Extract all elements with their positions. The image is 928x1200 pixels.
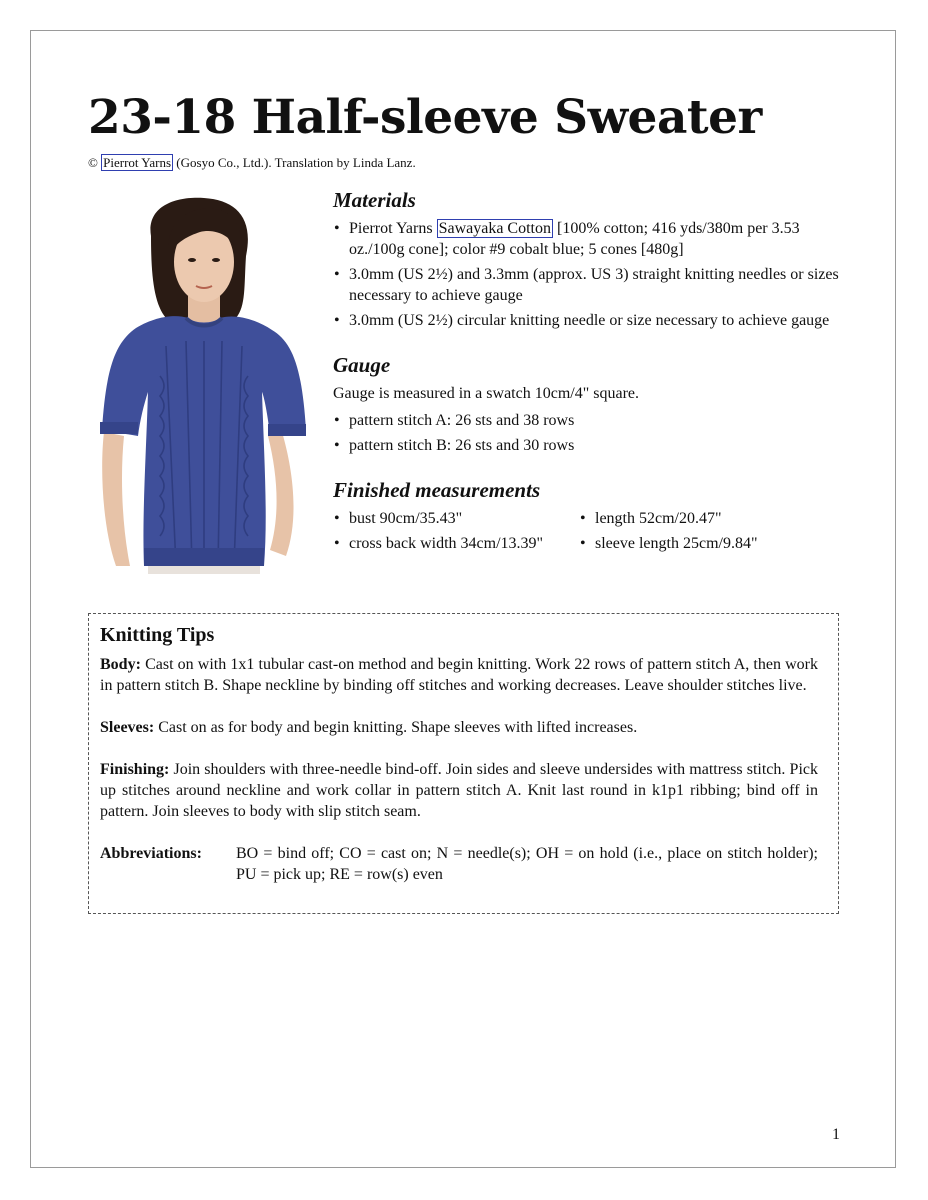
- tip-sleeves-text: Cast on as for body and begin knitting. Shape sleeves with lifted increases.: [158, 719, 638, 736]
- info-column: [333, 186, 843, 558]
- credit-text: (Gosyo Co., Ltd.). Translation by Linda Lanz.: [176, 155, 416, 170]
- materials-heading: Materials: [333, 188, 416, 212]
- tip-body-label: Body:: [100, 656, 141, 673]
- materials-list: [333, 218, 843, 331]
- measurement-item: • sleeve length 25cm/9.84": [579, 533, 825, 554]
- right-cuff: [268, 424, 306, 436]
- tip-sleeves: [100, 717, 818, 738]
- hem-ribbing: [144, 548, 264, 566]
- gauge-intro: Gauge is measured in a swatch 10cm/4" square.: [333, 385, 639, 402]
- left-arm: [102, 432, 130, 566]
- tip-finishing-label: Finishing:: [100, 761, 170, 778]
- pants: [148, 566, 260, 574]
- gauge-list: [333, 410, 843, 456]
- page-title: 23-18 Half-sleeve Sweater: [88, 90, 762, 145]
- finished-measurements-heading: Finished measurements: [333, 478, 541, 502]
- gauge-heading: Gauge: [333, 353, 391, 377]
- knitting-tips-box: [88, 613, 839, 914]
- abbreviations: [100, 843, 818, 885]
- abbreviations-label: Abbreviations:: [100, 845, 202, 862]
- materials-item-circular-needle: • 3.0mm (US 2½) circular knitting needle or size necessary to achieve gauge: [333, 310, 843, 331]
- gauge-item: • pattern stitch A: 26 sts and 38 rows: [333, 410, 843, 431]
- yarn-brand: Pierrot Yarns: [349, 220, 433, 237]
- sawayaka-cotton-link[interactable]: Sawayaka Cotton: [438, 220, 551, 237]
- tip-body: [100, 654, 818, 696]
- tip-finishing: [100, 759, 818, 822]
- materials-item-needles: • 3.0mm (US 2½) and 3.3mm (approx. US 3) straight knitting needles or sizes necessary to achieve gauge: [333, 264, 843, 306]
- tip-body-text: Cast on with 1x1 tubular cast-on method and begin knitting. Work 22 rows of pattern stitch A, then work in pattern stitch B. Shape neckline by binding off stitches and working decreases. Leave shoulder stitches live.: [100, 656, 819, 694]
- measurement-item: • bust 90cm/35.43": [333, 508, 579, 529]
- tip-sleeves-label: Sleeves:: [100, 719, 155, 736]
- copyright-symbol: ©: [88, 155, 98, 170]
- measurements-list: [333, 508, 843, 558]
- pierrot-yarns-link[interactable]: Pierrot Yarns: [103, 155, 172, 170]
- materials-item-yarn: [333, 218, 843, 260]
- knitting-tips-heading: Knitting Tips: [100, 624, 215, 646]
- abbreviations-text: BO = bind off; CO = cast on; N = needle(s); OH = on hold (i.e., place on stitch holder); PU = pick up; RE = row(s) even: [236, 845, 818, 883]
- sweater-photo: [96, 196, 312, 574]
- measurement-item: • cross back width 34cm/13.39": [333, 533, 579, 554]
- page-number: 1: [832, 1126, 840, 1143]
- gauge-item: • pattern stitch B: 26 sts and 30 rows: [333, 435, 843, 456]
- yarn-details: [100% cotton; 416 yds/380m per 3.53 oz./100g cone]; color #9 cobalt blue; 5 cones [480g]: [349, 220, 800, 258]
- right-arm: [268, 432, 294, 556]
- left-cuff: [100, 422, 138, 434]
- tip-finishing-text: Join shoulders with three-needle bind-off. Join sides and sleeve undersides with mattress stitch. Pick up stitches around neckline and work collar in pattern stitch A. Knit last round in k1p1 ribbing; bind off in pattern. Join sleeves to body with slip stitch seam.: [100, 761, 818, 820]
- credit-line: [88, 155, 416, 171]
- measurement-item: • length 52cm/20.47": [579, 508, 825, 529]
